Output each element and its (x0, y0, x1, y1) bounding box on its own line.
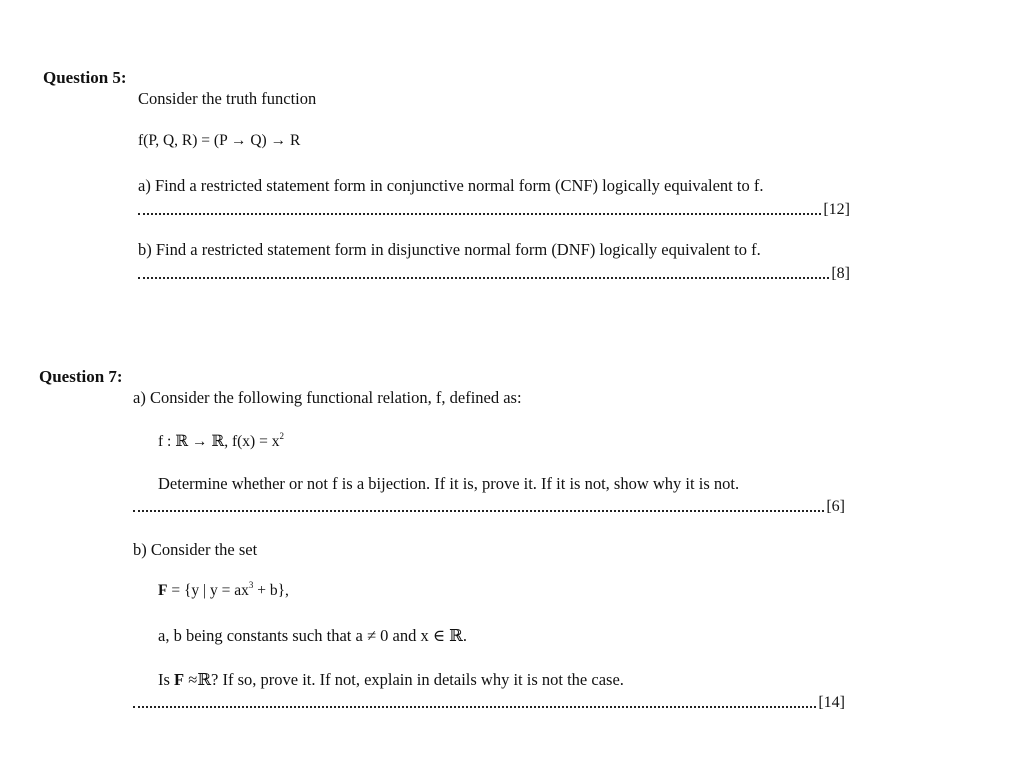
set-def-post: + b}, (253, 582, 289, 599)
q5-intro: Consider the truth function (138, 89, 317, 108)
q5-formula: f(P, Q, R) = (P → Q) → R (138, 132, 301, 149)
q5-part-b-answer-line (138, 263, 850, 283)
q-is: Is (158, 670, 175, 689)
q5-part-b-text: b) Find a restricted statement form in disjunctive normal form (DNF) logically equivalent to f. (138, 240, 761, 259)
q7-part-b-constants: a, b being constants such that a ≠ 0 and x ∈ ℝ. (158, 626, 468, 645)
q7-part-b-marks: [14] (818, 694, 845, 711)
q7-part-a-answer-line (133, 496, 845, 516)
q7-part-a-formula (158, 432, 284, 451)
set-exponent: 3 (248, 580, 254, 590)
formula-main: f : ℝ → ℝ, f(x) = x (158, 433, 280, 450)
q5-part-a-marks: [12] (823, 201, 850, 218)
q7-part-b-answer-line (133, 692, 845, 712)
q7-part-a-question: Determine whether or not f is a bijection. If it is, prove it. If it is not, show why it is not. (158, 474, 740, 493)
q7-part-a-marks: [6] (826, 498, 845, 515)
question-5-heading: Question 5: (43, 68, 127, 87)
q7-part-b-question (158, 670, 624, 690)
dotted-leader (138, 213, 821, 215)
q-rest: ≈ℝ? If so, prove it. If not, explain in details why it is not the case. (184, 670, 624, 689)
q5-part-a-answer-line (138, 199, 850, 219)
q5-part-a-text: a) Find a restricted statement form in conjunctive normal form (CNF) logically equivalent to f. (138, 176, 764, 195)
q-set-name: F (174, 670, 185, 689)
dotted-leader (133, 706, 816, 708)
question-7-heading: Question 7: (39, 367, 123, 386)
formula-exponent: 2 (279, 431, 284, 441)
set-def-pre: = {y | y = ax (167, 582, 249, 599)
dotted-leader (133, 510, 824, 512)
q7-part-b-set-definition (158, 582, 289, 600)
q7-part-b-text: b) Consider the set (133, 540, 258, 559)
dotted-leader (138, 277, 829, 279)
q5-part-b-marks: [8] (831, 265, 850, 282)
q7-part-a-text: a) Consider the following functional relation, f, defined as: (133, 388, 522, 407)
set-name: F (158, 582, 168, 599)
